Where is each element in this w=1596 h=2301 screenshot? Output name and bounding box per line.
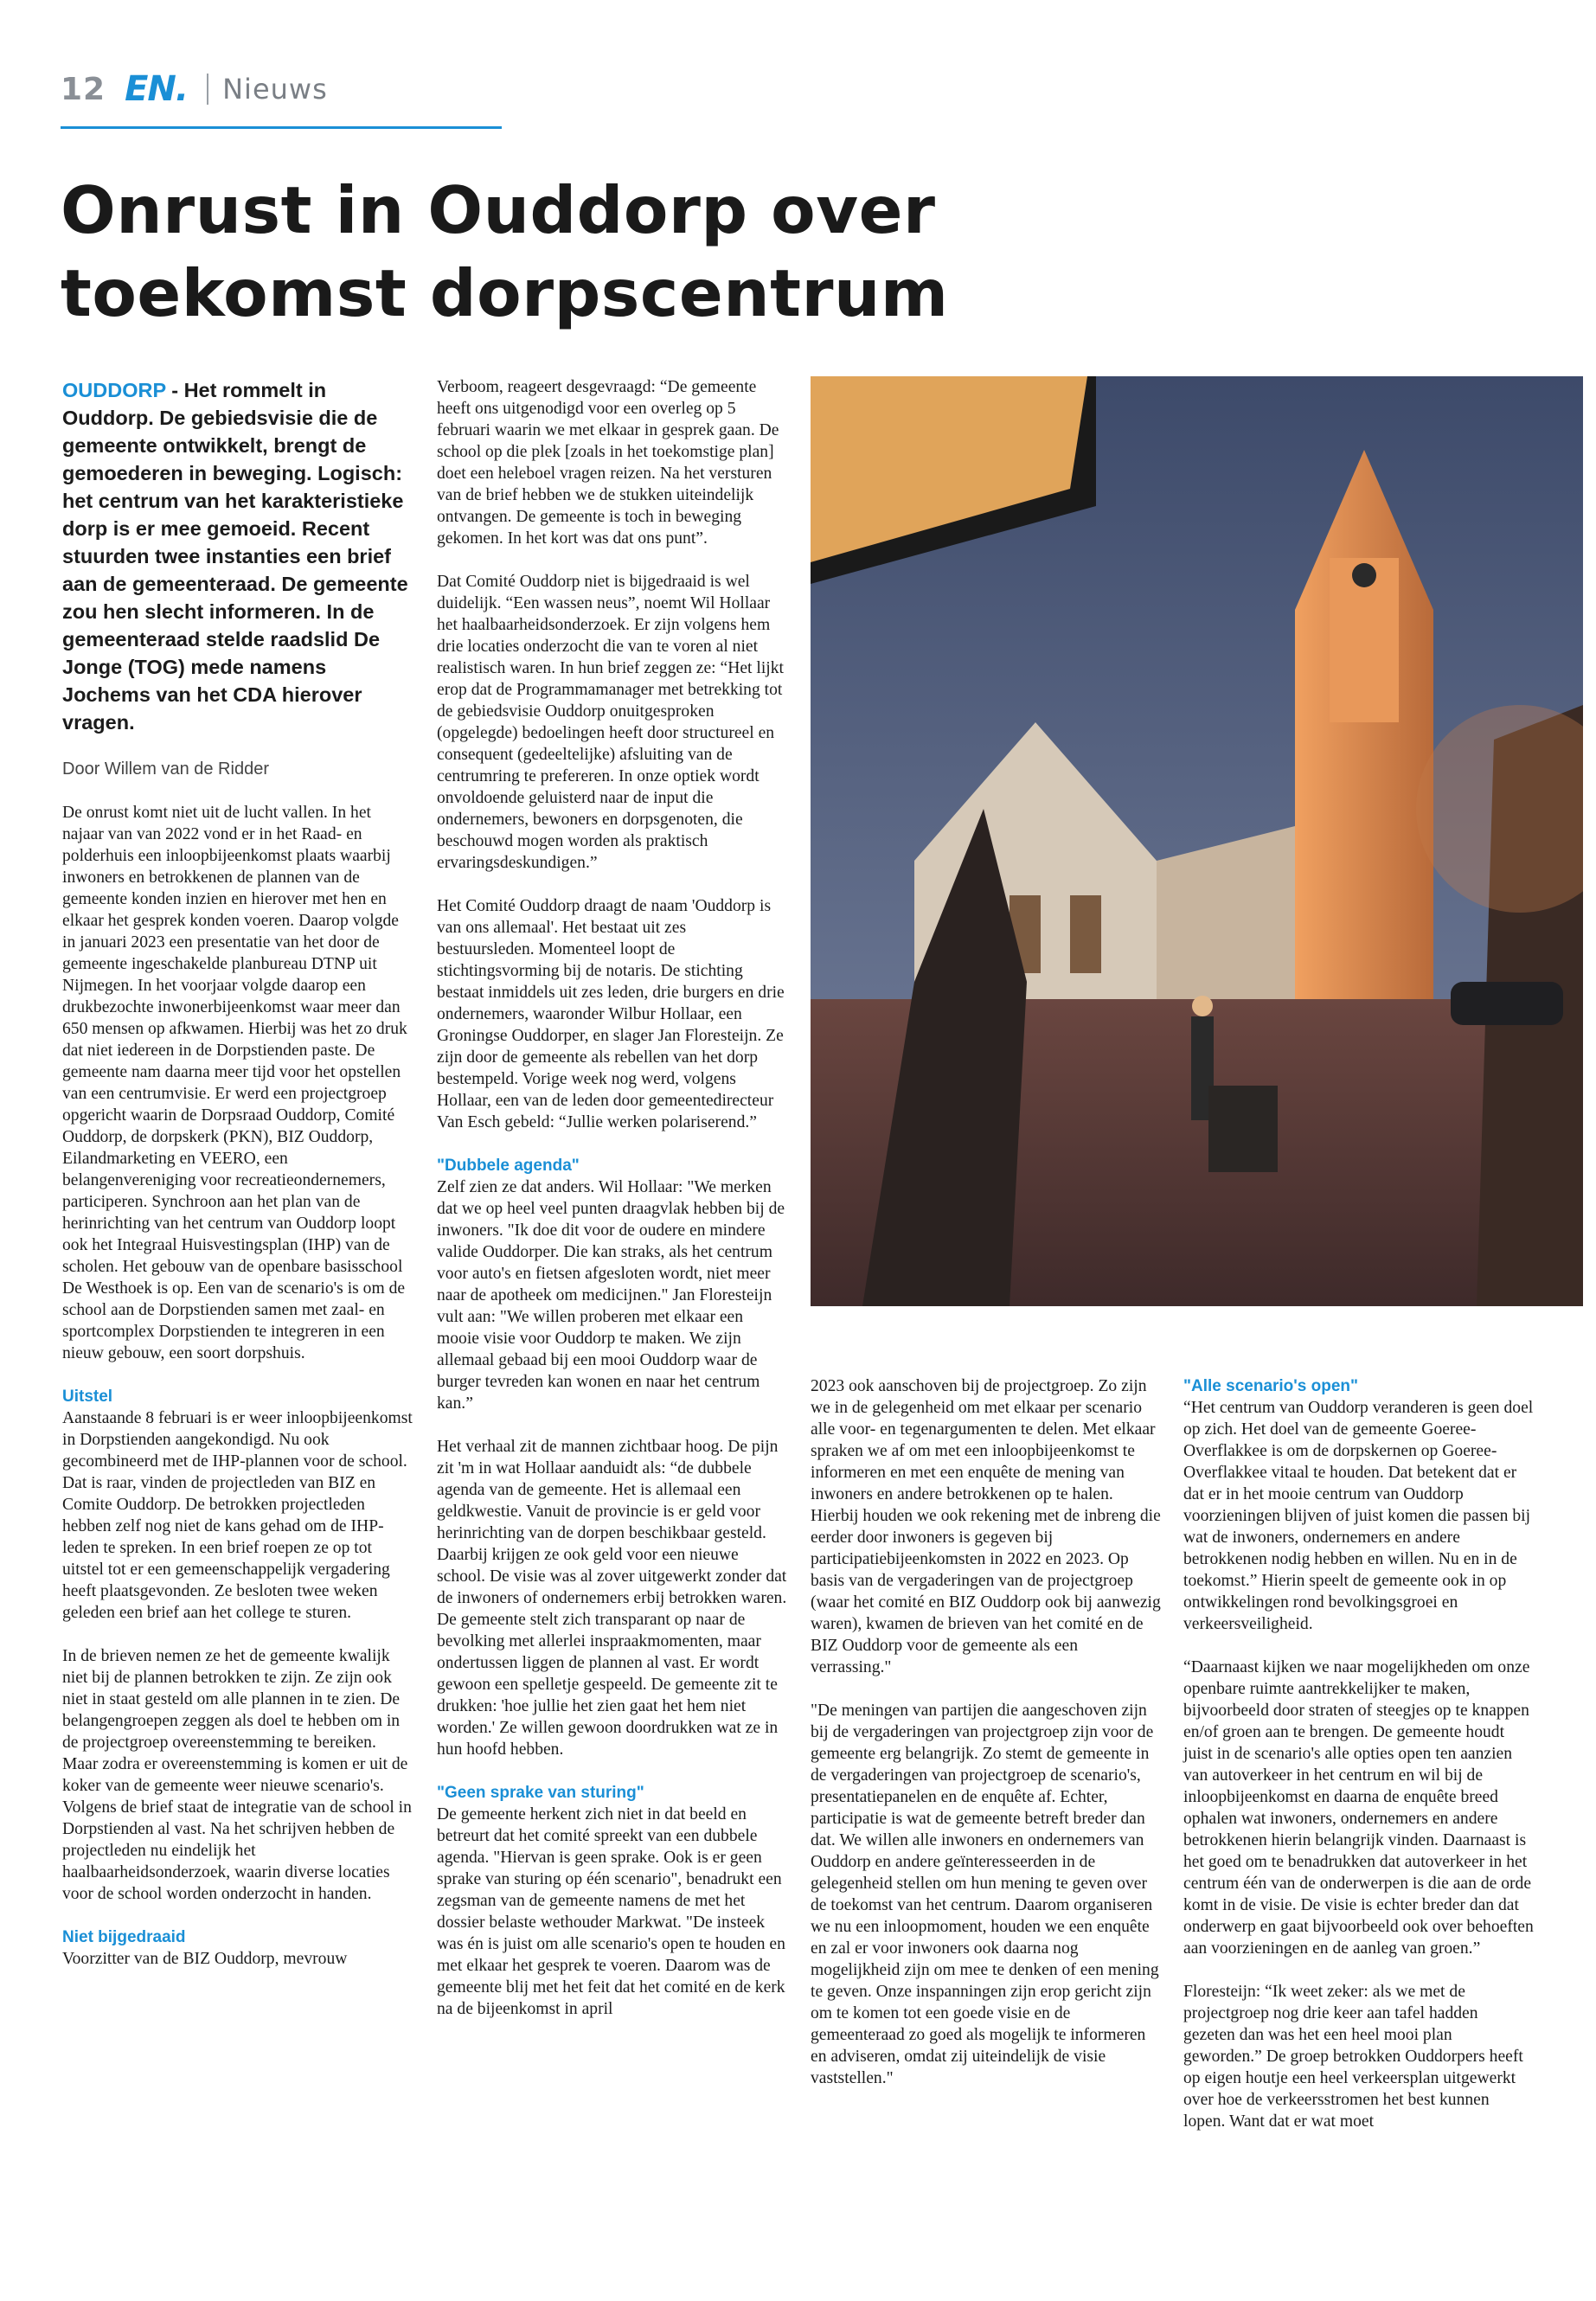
subheading: Uitstel: [62, 1388, 113, 1406]
body-paragraph: "De meningen van partijen die aangeschoven zijn bij de vergaderingen van projectgroep zijn voor de gemeente erg belangrijk. Zo stemt de gemeente in de vergaderingen van projectgroep de scenario's, presentatiepanelen en de enquête af. Echter, participatie is wat de gemeente betreft breder dan dat. We willen alle inwoners en ondernemers van Ouddorp en andere geïnteresseerden in de gelegenheid stellen om hun mening te geven over de toekomst van het centrum. Daarom organiseren we nu een inloopmoment, houden we een enquête en zal er voor inwoners ook daarna nog mogelijkheid zijn om mee te denken of een mening te geven. Onze inspanningen zijn erop gericht zijn om te komen tot een goede visie en de gemeenteraad zo goed als mogelijk te informeren en adviseren, omdat zij uiteindelijk de visie vaststellen.": [811, 1702, 1159, 2087]
headline: [61, 169, 1012, 335]
body-paragraph: In de brieven nemen ze het de gemeente kwalijk niet bij de plannen betrokken te zijn. Ze zijn ook niet in staat gesteld om alle plannen in te zien. De belangengroepen zeggen als doel te hebben om in de projectgroep overeenstemming te bereiken. Maar zodra er overeenstemming is komen er uit de koker van de gemeente weer nieuwe scenario's. Volgens de brief staat de integratie van de school in Dorpstienden al vast. Na het schrijven hebben de projectleden nu eindelijk het haalbaarheidsonderzoek, waarin diverse locaties voor de school worden onderzocht in handen.: [62, 1647, 412, 1903]
section-label: Nieuws: [222, 73, 328, 106]
body-paragraph: Het Comité Ouddorp draagt de naam 'Ouddorp is van ons allemaal'. Het bestaat uit zes bestuursleden. Momenteel loopt de stichtingsvorming bij de notaris. De stichting bestaat inmiddels uit zes leden, drie burgers en drie ondernemers, waaronder Wilbur Hollaar, een Groningse Ouddorper, en slager Jan Floresteijn. Ze zijn door de gemeente als rebellen van het dorp bestempeld. Vorige week nog werd, volgens Hollaar, een van de leden door gemeentedirecteur Van Esch gebeld: “Jullie werken polariserend.”: [437, 897, 785, 1131]
body-paragraph: “Het centrum van Ouddorp veranderen is geen doel op zich. Het doel van de gemeente Goeree-Overflakkee is om de dorpskernen op Goeree-Overflakkee vitaal te houden. Dat betekent dat er dat er in het mooie centrum van Ouddorp voorzieningen blijven of juist komen die passen bij wat de inwoners, ondernemers en andere betrokkenen nodig hebben en willen. Nu en in de toekomst.” Hierin speelt de gemeente ook in op ontwikkelingen rond bevolkingsgroei en verkeersveiligheid.: [1183, 1399, 1534, 1633]
publication-logo: EN.: [125, 69, 189, 109]
body-paragraph: Floresteijn: “Ik weet zeker: als we met de projectgroep nog drie keer aan tafel hadden gezeten dan was het een heel mooi plan geworden.” De groep betrokken Ouddorpers heeft op eigen houtje een heel verkeersplan uitgewerkt over hoe de verkeersstromen het best kunnen lopen. Want dat er wat moet: [1183, 1983, 1523, 2131]
header-separator: [207, 74, 208, 105]
headline-line-1: Onrust in Ouddorp over: [61, 172, 936, 248]
body-paragraph: 2023 ook aanschoven bij de projectgroep. Zo zijn we in de gelegenheid om met elkaar per scenario alle voor- en tegenargumenten te delen. Met elkaar spraken we af om met een inloopbijeenkomst te informeren en met een enquête de mening van inwoners en andere betrokkenen op te halen. Hierbij houden we ook rekening met de inbreng die eerder door inwoners is gegeven bij participatiebijeenkomsten in 2022 en 2023. Op basis van de vergaderingen van de projectgroep (waar het comité en BIZ Ouddorp ook bij aanwezig waren), kwamen de brieven van het comité en de BIZ Ouddorp voor de gemeente als een verrassing.": [811, 1377, 1161, 1676]
column-3: [811, 1375, 1161, 2111]
church-street-photo: [811, 376, 1583, 1306]
body-paragraph: Verboom, reageert desgevraagd: “De gemeente heeft ons uitgenodigd voor een overleg op 5 februari waarin we met elkaar in gesprek gaan. De school op die plek [zoals in het toekomstige plan] doet een heleboel vragen reizen. Na het versturen van de brief hebben we de stukken uiteindelijk ontvangen. De gemeente is toch in beweging gekomen. In het kort was dat ons punt”.: [437, 378, 779, 548]
body-paragraph: De gemeente herkent zich niet in dat beeld en betreurt dat het comité spreekt van een dubbele agenda. "Hiervan is geen sprake. Ook is er geen sprake van sturing op één scenario", benadrukt een zegsman van de gemeente namens de met het dossier belaste wethouder Markwat. "De insteek was én is juist om alle scenario's open te houden en met elkaar het gesprek te voeren. Daarom was de gemeente blij met het feit dat het comité en de kerk na de bijeenkomst in april: [437, 1805, 785, 2018]
subheading: "Alle scenario's open": [1183, 1377, 1359, 1395]
page-number: 12: [61, 71, 106, 107]
intro-text: - Het rommelt in Ouddorp. De gebiedsvisie die de gemeente ontwikkelt, brengt de gemoederen in beweging. Logisch: het centrum van het karakteristieke dorp is er mee gemoeid. Recent stuurden twee instanties een brief aan de gemeenteraad. De gemeente zou hen slecht informeren. In de gemeenteraad stelde raadslid De Jonge (TOG) mede namens Jochems van het CDA hierover vragen.: [62, 379, 408, 734]
subheading: Niet bijgedraaid: [62, 1928, 186, 1946]
byline: Door Willem van de Ridder: [62, 760, 269, 779]
body-paragraph: Dat Comité Ouddorp niet is bijgedraaid is wel duidelijk. “Een wassen neus”, noemt Wil Hollaar het haalbaarheidsonderzoek. Er zijn volgens hem drie locaties onderzocht die van te voren al niet realistisch waren. In hun brief zeggen ze: “Het lijkt erop dat de Programmamanager met betrekking tot de gebiedsvisie Ouddorp onuitgesproken (opgelegde) bedoelingen heeft door structureel en consequent (gedeeltelijke) afsluiting van de centrumring te prefereren. In onze optiek wordt onvoldoende geluisterd naar de input die ondernemers, bewoners en dorpsgenoten, die beschouwd mogen worden als praktisch ervaringsdeskundigen.”: [437, 573, 784, 872]
dateline-place: OUDDORP: [62, 379, 166, 401]
body-paragraph: “Daarnaast kijken we naar mogelijkheden om onze openbare ruimte aantrekkelijker te maken, bijvoorbeeld door straten of steegjes op te knappen en/of groen aan te brengen. De gemeente houdt juist in de scenario's alle opties open ten aanzien van autoverkeer in het centrum en wil bij de inloopbijeenkomst en daarna de enquête breed ophalen wat inwoners, ondernemers en andere betrokkenen hierin belangrijk vinden. Daarnaast is het goed om te benadrukken dat autoverkeer in het centrum één van de onderwerpen is die aan de orde komt in de visie. De visie is echter breder dan dat onderwerp en gaat bijvoorbeeld ook over behoeften aan voorzieningen en de aanleg van groen.”: [1183, 1658, 1534, 1958]
body-paragraph: De onrust komt niet uit de lucht vallen. In het najaar van van 2022 vond er in het Raad- en polderhuis een inloopbijeenkomst plaats waarbij inwoners en betrokkenen de plannen van de gemeente konden inzien en hierover met hen en elkaar het gesprek konden voeren. Daarop volgde in januari 2023 een presentatie van het door de gemeente ingeschakelde planbureau DTNP uit Nijmegen. In het voorjaar volgde daarop een drukbezochte inwonerbijeenkomst waar meer dan 650 mensen op afkwamen. Hierbij was het zo druk dat niet iedereen in de Dorpstienden paste. De gemeente nam daarna meer tijd voor het opstellen van een centrumvisie. Er werd een projectgroep opgericht waarin de Dorpsraad Ouddorp, Comité Ouddorp, de dorpskerk (PKN), BIZ Ouddorp, Eilandmarketing en VEERO, een belangenvereniging voor recreatieondernemers, participeren. Synchroon aan het plan van de herinrichting van het centrum van Ouddorp loopt ook het Integraal Huisvestingsplan (IHP) van de scholen. Het gebouw van de openbare basisschool De Westhoek is op. Een van de scenario's is om de school aan de Dorpstienden samen met zaal- en sportcomplex Dorpstienden te integreren in een nieuw gebouw, een soort dorpshuis.: [62, 804, 407, 1362]
body-paragraph: Zelf zien ze dat anders. Wil Hollaar: "We merken dat we op heel veel punten draagvlak hebben bij de inwoners. "Ik doe dit voor de oudere en mindere valide Ouddorper. Die kan straks, als het centrum voor auto's en fietsen afgesloten wordt, niet meer naar de apotheek om medicijnen." Jan Floresteijn vult aan: "We willen proberen met elkaar een mooie visie voor Ouddorp te maken. We zijn allemaal gebaad bij een mooi Ouddorp waar de burger tevreden kan wonen en naar het centrum kan.”: [437, 1178, 785, 1413]
page-header: [61, 67, 328, 111]
column-2: [437, 376, 787, 2041]
header-rule: [61, 126, 502, 129]
body-paragraph: Voorzitter van de BIZ Ouddorp, mevrouw: [62, 1950, 348, 1968]
subheading: "Geen sprake van sturing": [437, 1784, 644, 1802]
body-paragraph: Aanstaande 8 februari is er weer inloopbijeenkomst in Dorpstienden aangekondigd. Nu ook gecombineerd met de IHP-plannen voor de school. Dat is raar, vinden de projectleden van BIZ en Comite Ouddorp. De betrokken projectleden hebben zelf nog niet de kans gehad om de IHP-leden te spreken. In een brief roepen ze op tot uitstel tot er een gemeenschappelijk vergadering heeft plaatsgevonden. Ze besloten twee weken geleden een brief aan het college te sturen.: [62, 1409, 413, 1622]
column-1: [62, 376, 413, 1991]
column-4: [1183, 1375, 1534, 2154]
subheading: "Dubbele agenda": [437, 1157, 580, 1175]
body-paragraph: Het verhaal zit de mannen zichtbaar hoog. De pijn zit 'm in wat Hollaar aanduidt als: “de dubbele agenda van de gemeente. Het is allemaal een geldkwestie. Vanuit de provincie is er geld voor herinrichting van de dorpen beschikbaar gesteld. Daarbij krijgen ze ook geld voor een nieuwe school. De visie was al zover uitgewerkt zonder dat de inwoners of ondernemers erbij betrokken waren. De gemeente stelt zich transparant op naar de bevolking met allerlei inspraakmomenten, maar ondertussen liggen de plannen al vast. Er wordt gewoon een spelletje gespeeld. De gemeente zit te drukken: 'hoe jullie het zien gaat het hem niet worden.' Ze willen gewoon doordrukken wat ze in hun hoofd hebben.: [437, 1438, 787, 1759]
intro-paragraph: [62, 376, 413, 736]
headline-line-2: toekomst dorpscentrum: [61, 255, 949, 331]
